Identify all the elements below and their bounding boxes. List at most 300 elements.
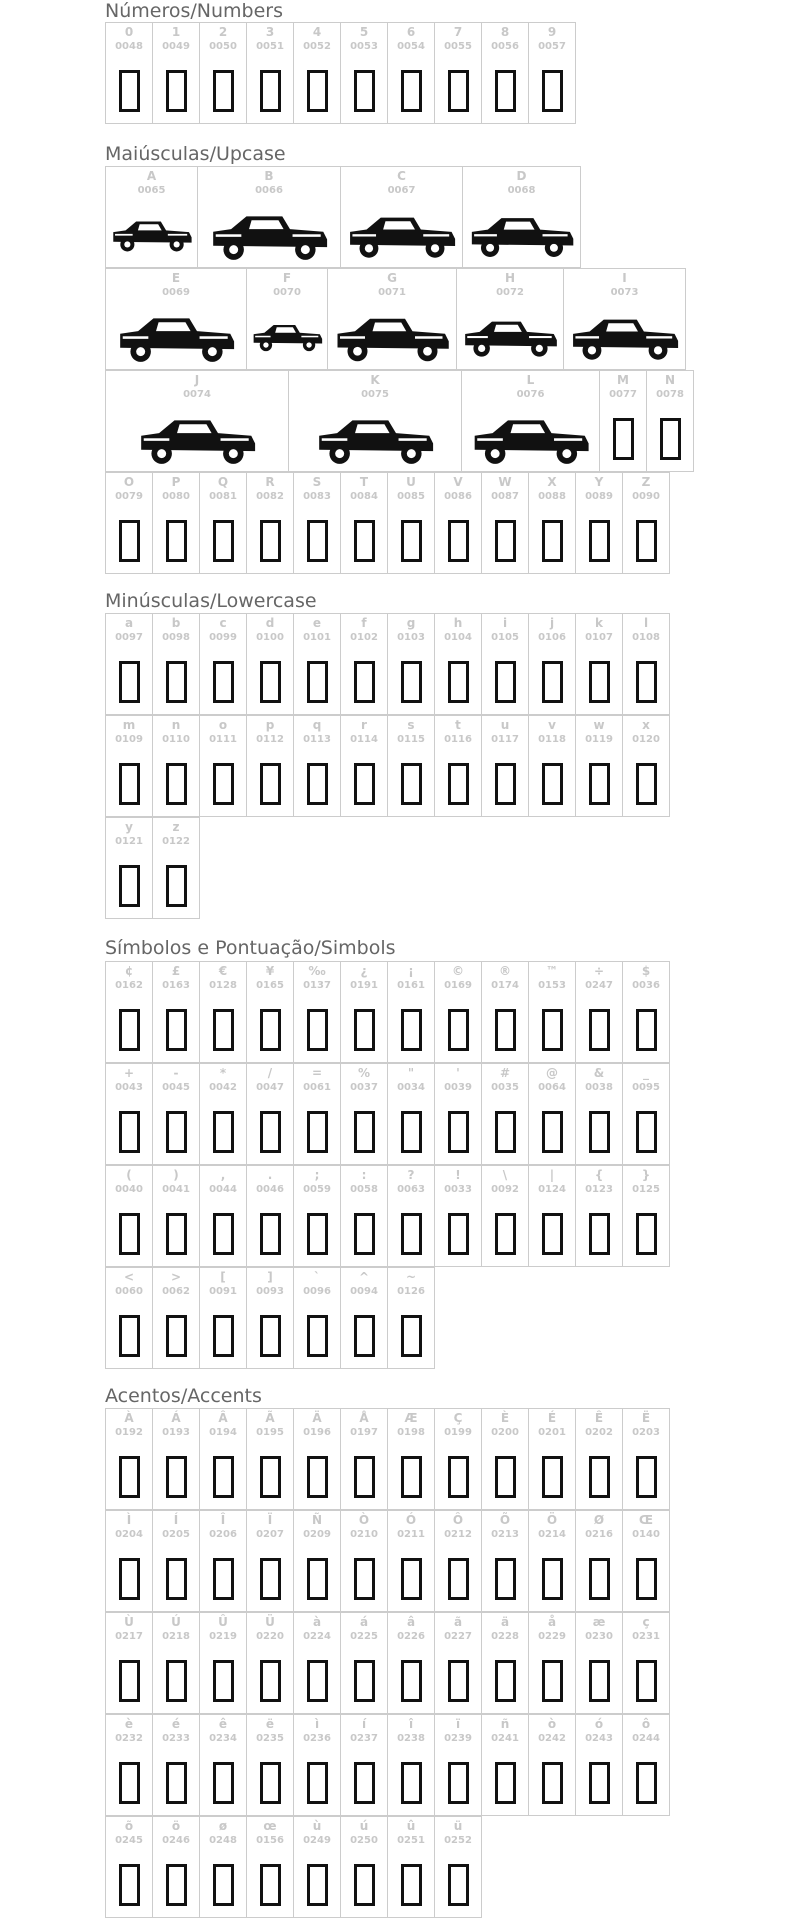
- missing-glyph-box-icon: [260, 1558, 281, 1600]
- missing-glyph-box-icon: [636, 520, 657, 562]
- missing-glyph-box-icon: [495, 1456, 516, 1498]
- missing-glyph-box-icon: [448, 1558, 469, 1600]
- missing-glyph-box-icon: [354, 661, 375, 703]
- glyph-cell: [461, 370, 600, 472]
- glyph-code: 0070: [273, 287, 301, 298]
- glyph-code: 0206: [209, 1529, 237, 1540]
- glyph-character: 7: [453, 25, 463, 39]
- missing-glyph-box-icon: [448, 520, 469, 562]
- glyph-cell: [105, 1510, 153, 1612]
- glyph-code: 0071: [378, 287, 406, 298]
- missing-glyph-box-icon: [260, 1315, 281, 1357]
- glyph-character: h: [453, 616, 463, 630]
- glyph-cell: [340, 22, 388, 124]
- glyph-character: *: [219, 1066, 227, 1080]
- glyph-code: 0234: [209, 1733, 237, 1744]
- glyph-cell: [293, 715, 341, 817]
- glyph-code: 0061: [303, 1082, 331, 1093]
- glyph-character: (: [126, 1168, 132, 1182]
- glyph-cell: [152, 472, 200, 574]
- glyph-character: Z: [641, 475, 651, 489]
- glyph-code: 0075: [361, 389, 389, 400]
- glyph-cell: [293, 1063, 341, 1165]
- missing-glyph-box-icon: [542, 763, 563, 805]
- glyph-code: 0123: [585, 1184, 613, 1195]
- missing-glyph-box-icon: [636, 763, 657, 805]
- glyph-code: 0156: [256, 1835, 284, 1846]
- glyph-cell: [293, 1267, 341, 1369]
- glyph-cell: [340, 1510, 388, 1612]
- missing-glyph-box-icon: [119, 1315, 140, 1357]
- missing-glyph-box-icon: [636, 1111, 657, 1153]
- glyph-cell: [197, 166, 341, 268]
- missing-glyph-box-icon: [495, 1762, 516, 1804]
- missing-glyph-box-icon: [542, 1558, 563, 1600]
- glyph-character: ã: [453, 1615, 463, 1629]
- glyph-code: 0216: [585, 1529, 613, 1540]
- glyph-code: 0089: [585, 491, 613, 502]
- glyph-character: Ö: [546, 1513, 558, 1527]
- glyph-code: 0247: [585, 980, 613, 991]
- glyph-cell: [340, 1714, 388, 1816]
- glyph-character: n: [171, 718, 181, 732]
- glyph-code: 0126: [397, 1286, 425, 1297]
- glyph-code: 0063: [397, 1184, 425, 1195]
- glyph-cell: [105, 961, 153, 1063]
- missing-glyph-box-icon: [307, 1864, 328, 1906]
- glyph-code: 0124: [538, 1184, 566, 1195]
- glyph-character: Æ: [404, 1411, 418, 1425]
- glyph-code: 0226: [397, 1631, 425, 1642]
- glyph-cell: [293, 613, 341, 715]
- glyph-character: Û: [218, 1615, 228, 1629]
- glyph-cell: [622, 1612, 670, 1714]
- glyph-cell: [152, 22, 200, 124]
- glyph-cell: [575, 1612, 623, 1714]
- glyph-character: È: [500, 1411, 510, 1425]
- glyph-cell: [481, 472, 529, 574]
- missing-glyph-box-icon: [166, 865, 187, 907]
- glyph-code: 0044: [209, 1184, 237, 1195]
- glyph-character: v: [548, 718, 556, 732]
- missing-glyph-box-icon: [542, 70, 563, 112]
- glyph-cell: [199, 1063, 247, 1165]
- missing-glyph-box-icon: [542, 1660, 563, 1702]
- glyph-character: L: [526, 373, 535, 387]
- missing-glyph-box-icon: [260, 70, 281, 112]
- glyph-code: 0120: [632, 734, 660, 745]
- glyph-cell: [622, 472, 670, 574]
- glyph-cell: [434, 1816, 482, 1918]
- glyph-character: A: [146, 169, 157, 183]
- glyph-code: 0205: [162, 1529, 190, 1540]
- glyph-code: 0080: [162, 491, 190, 502]
- glyph-code: 0054: [397, 41, 425, 52]
- glyph-character: ì: [314, 1717, 320, 1731]
- glyph-character: }: [641, 1168, 651, 1182]
- glyph-code: 0169: [444, 980, 472, 991]
- glyph-code: 0057: [538, 41, 566, 52]
- missing-glyph-box-icon: [166, 1213, 187, 1255]
- glyph-code: 0128: [209, 980, 237, 991]
- glyph-code: 0163: [162, 980, 190, 991]
- glyph-character: 5: [359, 25, 369, 39]
- glyph-character: Ó: [405, 1513, 417, 1527]
- glyph-code: 0196: [303, 1427, 331, 1438]
- glyph-cell: [340, 613, 388, 715]
- missing-glyph-box-icon: [589, 1456, 610, 1498]
- glyph-code: 0074: [183, 389, 211, 400]
- missing-glyph-box-icon: [166, 1660, 187, 1702]
- glyph-code: 0232: [115, 1733, 143, 1744]
- glyph-code: 0233: [162, 1733, 190, 1744]
- glyph-character: ø: [218, 1819, 228, 1833]
- glyph-character: £: [171, 964, 181, 978]
- glyph-cell: [434, 715, 482, 817]
- glyph-code: 0046: [256, 1184, 284, 1195]
- glyph-character: 3: [265, 25, 275, 39]
- missing-glyph-box-icon: [213, 1315, 234, 1357]
- missing-glyph-box-icon: [260, 1009, 281, 1051]
- glyph-cell: [293, 472, 341, 574]
- glyph-cell: [293, 1165, 341, 1267]
- glyph-code: 0218: [162, 1631, 190, 1642]
- glyph-cell: [152, 1408, 200, 1510]
- glyph-code: 0064: [538, 1082, 566, 1093]
- glyph-code: 0098: [162, 632, 190, 643]
- glyph-character: $: [641, 964, 651, 978]
- glyph-cell: [481, 1063, 529, 1165]
- glyph-code: 0099: [209, 632, 237, 643]
- box-truck-icon: [330, 303, 455, 367]
- glyph-character: Ò: [358, 1513, 370, 1527]
- glyph-character: Ï: [267, 1513, 273, 1527]
- glyph-character: P: [171, 475, 181, 489]
- missing-glyph-box-icon: [636, 1660, 657, 1702]
- glyph-character: å: [547, 1615, 557, 1629]
- glyph-character: Î: [220, 1513, 226, 1527]
- glyph-cell: [481, 1714, 529, 1816]
- section-title-lowercase: Minúsculas/Lowercase: [105, 590, 317, 612]
- glyph-character: á: [359, 1615, 369, 1629]
- glyph-character: q: [312, 718, 322, 732]
- missing-glyph-box-icon: [213, 1660, 234, 1702]
- glyph-character: p: [265, 718, 275, 732]
- glyph-character: r: [361, 718, 367, 732]
- glyph-character: Í: [173, 1513, 179, 1527]
- glyph-cell: [199, 1612, 247, 1714]
- pickup-truck-icon: [566, 303, 684, 367]
- glyph-cell: [152, 613, 200, 715]
- glyph-code: 0087: [491, 491, 519, 502]
- glyph-code: 0060: [115, 1286, 143, 1297]
- glyph-cell: [246, 1063, 294, 1165]
- glyph-cell: [246, 1714, 294, 1816]
- missing-glyph-box-icon: [542, 1762, 563, 1804]
- suv-icon: [108, 303, 245, 367]
- section-title-numbers: Números/Numbers: [105, 0, 283, 22]
- glyph-character: W: [498, 475, 512, 489]
- missing-glyph-box-icon: [589, 763, 610, 805]
- glyph-character: t: [455, 718, 461, 732]
- glyph-code: 0076: [516, 389, 545, 400]
- glyph-cell: [105, 1816, 153, 1918]
- glyph-character: ô: [641, 1717, 651, 1731]
- glyph-code: 0093: [256, 1286, 284, 1297]
- glyph-code: 0034: [397, 1082, 425, 1093]
- missing-glyph-box-icon: [213, 1762, 234, 1804]
- heavy-truck-icon: [108, 201, 196, 265]
- glyph-code: 0117: [491, 734, 519, 745]
- missing-glyph-box-icon: [542, 1456, 563, 1498]
- glyph-cell: [434, 961, 482, 1063]
- glyph-code: 0113: [303, 734, 331, 745]
- missing-glyph-box-icon: [448, 1111, 469, 1153]
- glyph-character: f: [361, 616, 367, 630]
- glyph-cell: [293, 961, 341, 1063]
- glyph-character: ü: [453, 1819, 463, 1833]
- missing-glyph-box-icon: [307, 1660, 328, 1702]
- missing-glyph-box-icon: [354, 70, 375, 112]
- missing-glyph-box-icon: [260, 1213, 281, 1255]
- glyph-cell: [622, 961, 670, 1063]
- missing-glyph-box-icon: [119, 865, 140, 907]
- glyph-character: @: [546, 1066, 558, 1080]
- glyph-character: I: [622, 271, 627, 285]
- glyph-character: Ç: [453, 1411, 463, 1425]
- missing-glyph-box-icon: [495, 763, 516, 805]
- glyph-cell: [481, 715, 529, 817]
- glyph-cell: [387, 1063, 435, 1165]
- glyph-character: X: [547, 475, 557, 489]
- glyph-cell: [575, 472, 623, 574]
- glyph-cell: [105, 268, 247, 370]
- missing-glyph-box-icon: [354, 1762, 375, 1804]
- glyph-code: 0122: [162, 836, 190, 847]
- glyph-cell: [646, 370, 694, 472]
- missing-glyph-box-icon: [589, 661, 610, 703]
- glyph-character: y: [125, 820, 133, 834]
- glyph-code: 0103: [397, 632, 425, 643]
- glyph-code: 0236: [303, 1733, 331, 1744]
- missing-glyph-box-icon: [401, 661, 422, 703]
- glyph-cell: [575, 1510, 623, 1612]
- missing-glyph-box-icon: [401, 1660, 422, 1702]
- glyph-cell: [434, 1408, 482, 1510]
- missing-glyph-box-icon: [448, 1213, 469, 1255]
- glyph-character: ö: [171, 1819, 181, 1833]
- missing-glyph-box-icon: [448, 1660, 469, 1702]
- missing-glyph-box-icon: [354, 1315, 375, 1357]
- missing-glyph-box-icon: [307, 661, 328, 703]
- glyph-cell: [152, 1165, 200, 1267]
- glyph-code: 0047: [256, 1082, 284, 1093]
- missing-glyph-box-icon: [166, 763, 187, 805]
- glyph-cell: [387, 1816, 435, 1918]
- glyph-code: 0227: [444, 1631, 472, 1642]
- glyph-code: 0242: [538, 1733, 566, 1744]
- glyph-code: 0209: [303, 1529, 331, 1540]
- glyph-code: 0198: [397, 1427, 425, 1438]
- glyph-character: u: [500, 718, 510, 732]
- missing-glyph-box-icon: [401, 1762, 422, 1804]
- missing-glyph-box-icon: [213, 70, 234, 112]
- missing-glyph-box-icon: [636, 661, 657, 703]
- glyph-cell: [246, 1510, 294, 1612]
- glyph-cell: [528, 1165, 576, 1267]
- missing-glyph-box-icon: [448, 70, 469, 112]
- glyph-character: %: [357, 1066, 371, 1080]
- pickup-truck-icon: [291, 405, 460, 469]
- pickup-truck-icon: [465, 201, 579, 265]
- glyph-code: 0202: [585, 1427, 613, 1438]
- glyph-character: ù: [312, 1819, 322, 1833]
- glyph-cell: [575, 613, 623, 715]
- missing-glyph-box-icon: [260, 1762, 281, 1804]
- glyph-cell: [481, 1165, 529, 1267]
- glyph-code: 0211: [397, 1529, 425, 1540]
- glyph-character: ê: [218, 1717, 228, 1731]
- missing-glyph-box-icon: [613, 418, 634, 460]
- glyph-character: #: [499, 1066, 511, 1080]
- glyph-code: 0174: [491, 980, 519, 991]
- missing-glyph-box-icon: [542, 1213, 563, 1255]
- glyph-character: +: [123, 1066, 135, 1080]
- glyph-code: 0112: [256, 734, 284, 745]
- section-title-symbols: Símbolos e Pontuação/Simbols: [105, 937, 396, 959]
- missing-glyph-box-icon: [589, 1009, 610, 1051]
- glyph-character: ]: [267, 1270, 273, 1284]
- missing-glyph-box-icon: [119, 1660, 140, 1702]
- glyph-code: 0207: [256, 1529, 284, 1540]
- glyph-code: 0118: [538, 734, 566, 745]
- glyph-character: ¿: [360, 964, 368, 978]
- missing-glyph-box-icon: [119, 661, 140, 703]
- glyph-cell: [199, 22, 247, 124]
- missing-glyph-box-icon: [636, 1009, 657, 1051]
- missing-glyph-box-icon: [307, 1111, 328, 1153]
- missing-glyph-box-icon: [589, 1213, 610, 1255]
- missing-glyph-box-icon: [354, 1864, 375, 1906]
- glyph-code: 0241: [491, 1733, 519, 1744]
- glyph-code: 0250: [350, 1835, 378, 1846]
- glyph-code: 0111: [209, 734, 237, 745]
- missing-glyph-box-icon: [307, 1762, 328, 1804]
- missing-glyph-box-icon: [636, 1456, 657, 1498]
- glyph-character: B: [264, 169, 274, 183]
- glyph-character: E: [171, 271, 181, 285]
- glyph-character: H: [504, 271, 516, 285]
- missing-glyph-box-icon: [495, 70, 516, 112]
- glyph-character: F: [282, 271, 292, 285]
- missing-glyph-box-icon: [307, 1009, 328, 1051]
- missing-glyph-box-icon: [589, 1111, 610, 1153]
- missing-glyph-box-icon: [354, 1660, 375, 1702]
- glyph-character: 8: [500, 25, 510, 39]
- glyph-code: 0065: [137, 185, 166, 196]
- glyph-code: 0229: [538, 1631, 566, 1642]
- glyph-character: 0: [124, 25, 134, 39]
- missing-glyph-box-icon: [119, 520, 140, 562]
- glyph-character: .: [267, 1168, 273, 1182]
- missing-glyph-box-icon: [166, 1762, 187, 1804]
- missing-glyph-box-icon: [213, 1009, 234, 1051]
- glyph-character: x: [642, 718, 650, 732]
- glyph-character: ú: [359, 1819, 369, 1833]
- glyph-character: Å: [359, 1411, 369, 1425]
- glyph-code: 0238: [397, 1733, 425, 1744]
- glyph-character: ‰: [308, 964, 326, 978]
- missing-glyph-box-icon: [307, 520, 328, 562]
- glyph-code: 0165: [256, 980, 284, 991]
- glyph-cell: [387, 1408, 435, 1510]
- glyph-character: æ: [592, 1615, 606, 1629]
- glyph-code: 0193: [162, 1427, 190, 1438]
- glyph-cell: [622, 1714, 670, 1816]
- glyph-cell: [481, 1408, 529, 1510]
- glyph-code: 0033: [444, 1184, 472, 1195]
- glyph-character: ": [407, 1066, 415, 1080]
- glyph-code: 0248: [209, 1835, 237, 1846]
- glyph-character: Ë: [641, 1411, 651, 1425]
- glyph-cell: [293, 1408, 341, 1510]
- glyph-character: D: [516, 169, 527, 183]
- glyph-character: M: [617, 373, 629, 387]
- glyph-character: c: [219, 616, 227, 630]
- glyph-character: =: [311, 1066, 323, 1080]
- missing-glyph-box-icon: [166, 1315, 187, 1357]
- glyph-cell: [293, 1612, 341, 1714]
- missing-glyph-box-icon: [542, 661, 563, 703]
- missing-glyph-box-icon: [495, 1660, 516, 1702]
- glyph-code: 0109: [115, 734, 143, 745]
- glyph-cell: [199, 472, 247, 574]
- glyph-character: <: [123, 1270, 135, 1284]
- glyph-cell: [246, 472, 294, 574]
- glyph-code: 0053: [350, 41, 378, 52]
- glyph-cell: [105, 613, 153, 715]
- glyph-code: 0201: [538, 1427, 566, 1438]
- glyph-code: 0081: [209, 491, 237, 502]
- glyph-cell: [528, 1510, 576, 1612]
- glyph-cell: [387, 613, 435, 715]
- glyph-code: 0068: [507, 185, 536, 196]
- glyph-cell: [105, 1408, 153, 1510]
- glyph-code: 0073: [610, 287, 639, 298]
- glyph-character: Œ: [638, 1513, 653, 1527]
- glyph-cell: [152, 961, 200, 1063]
- glyph-code: 0084: [350, 491, 378, 502]
- glyph-cell: [199, 1408, 247, 1510]
- glyph-cell: [340, 1267, 388, 1369]
- glyph-cell: [528, 1714, 576, 1816]
- glyph-cell: [387, 472, 435, 574]
- missing-glyph-box-icon: [307, 1213, 328, 1255]
- glyph-code: 0051: [256, 41, 284, 52]
- glyph-character: e: [312, 616, 322, 630]
- glyph-character: &: [593, 1066, 605, 1080]
- glyph-character: l: [643, 616, 649, 630]
- glyph-code: 0245: [115, 1835, 143, 1846]
- glyph-character: É: [547, 1411, 557, 1425]
- missing-glyph-box-icon: [119, 763, 140, 805]
- glyph-code: 0119: [585, 734, 613, 745]
- glyph-code: 0101: [303, 632, 331, 643]
- glyph-character: ñ: [500, 1717, 510, 1731]
- glyph-character: R: [265, 475, 275, 489]
- glyph-character: ÷: [593, 964, 605, 978]
- glyph-cell: [105, 370, 289, 472]
